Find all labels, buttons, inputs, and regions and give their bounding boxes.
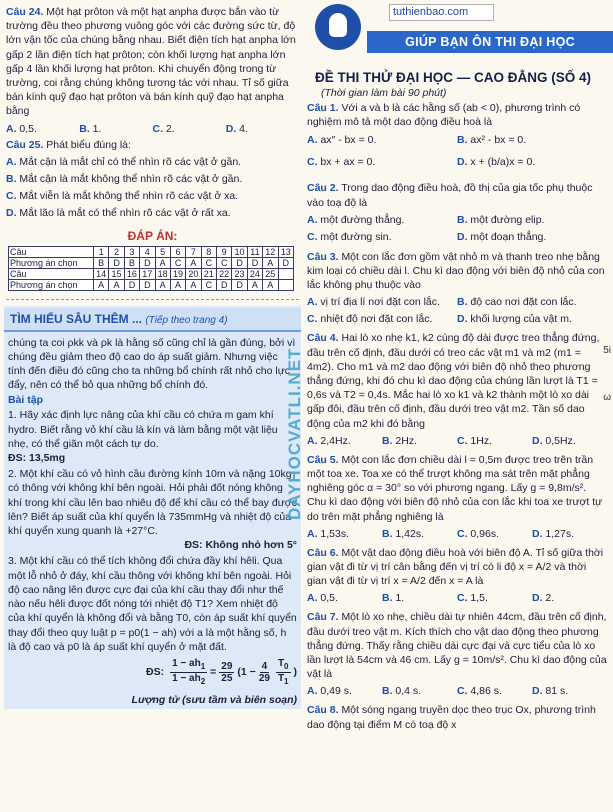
q2-options-cd: C. một đường sin. D. một đoạn thẳng.	[307, 230, 547, 243]
answer-cell: D	[140, 279, 155, 290]
left-column	[6, 4, 299, 709]
q4-options: A. 2,4Hz. B. 2Hz. C. 1Hz. D. 0,5Hz.	[307, 434, 576, 447]
answer-cell: D	[232, 279, 247, 290]
answer-cell: 11	[247, 246, 262, 257]
answer-cell: 16	[124, 268, 139, 279]
answer-cell: D	[140, 257, 155, 268]
answer-cell: A	[247, 279, 262, 290]
answer-cell: C	[217, 257, 232, 268]
exercise-1-answer: ĐS: 13,5mg	[8, 452, 66, 465]
header	[307, 0, 607, 58]
answer-cell: 20	[186, 268, 201, 279]
q24-options: A. 0,5. B. 1. C. 2. D. 4.	[6, 122, 248, 135]
question-25: Câu 25. Phát biểu đúng là:	[6, 138, 131, 151]
exam-title: ĐỀ THI THỬ ĐẠI HỌC — CAO ĐẲNG (SỐ 4)	[315, 70, 591, 85]
answer-cell	[278, 279, 294, 290]
q3-options-ab: A. vị trí địa lí nơi đặt con lắc. B. độ cao nơi đặt con lắc.	[307, 296, 577, 309]
site-link[interactable]: tuthienbao.com	[389, 4, 494, 21]
answer-cell: 12	[263, 246, 278, 257]
edge-text-1: 5i	[603, 345, 611, 356]
exercise-2-answer: ĐS: Không nhỏ hơn 5°	[184, 539, 297, 552]
q6-options: A. 0,5. B. 1. C. 1,5. D. 2.	[307, 592, 555, 605]
q2-options-ab: A. một đường thẳng. B. một đường elip.	[307, 213, 545, 226]
answer-cell: 5	[155, 246, 170, 257]
answer-row	[9, 268, 294, 279]
answer-cell: C	[201, 257, 216, 268]
exercise-2: 2. Một khí cầu có vỏ hình cầu đường kính 10m và nặng 10kg có thông với không khí bên ngoài. Hỏi phải đốt nóng không khí trong khí cầu lên bao nhiêu độ để khí cầu có thể bay được lên? Biết áp suất của khí quyển là 735mmHg và nhiệt độ của khí quyển xung quanh là +27°C.	[8, 468, 297, 538]
answer-cell: D	[217, 279, 232, 290]
answer-row	[9, 279, 294, 290]
answer-cell: B	[124, 257, 139, 268]
answer-cell: 2	[109, 246, 124, 257]
answer-cell: 3	[124, 246, 139, 257]
question-4: Câu 4. Hai lò xo nhẹ k1, k2 cùng độ dài được treo thẳng đứng, đầu trên cố định, đầu dưới có treo các vật m1 và m2 (m1 = 4m2). Cho m1 và m2 dao động với biên độ nhỏ theo phương thẳng đứng, khi đó chu kì dao động của chúng lần lượt là T1 = 0,6s và T2 = 0,4s. Mắc hai lò xo k1 và k2 thành một lò xo dài gấp đôi, đầu trên cố định, đầu dưới treo vật m2. Tần số dao động của m2 khi đó bằng	[307, 332, 600, 430]
answer-cell: D	[124, 279, 139, 290]
answer-cell: 7	[186, 246, 201, 257]
exam-time: (Thời gian làm bài 90 phút)	[321, 87, 447, 99]
divider	[6, 299, 299, 300]
q7-options: A. 0,49 s. B. 0,4 s. C. 4,86 s. D. 81 s.	[307, 685, 569, 698]
edge-text-2: ω	[603, 392, 611, 403]
answer-cell: 4	[140, 246, 155, 257]
answer-row-label: Câu	[9, 246, 94, 257]
question-8: Câu 8. Một sóng ngang truyền dọc theo trục Ox, phương trình dao động tại điểm M có toạ độ x	[307, 704, 596, 731]
question-24: Câu 24. Một hạt prôton và một hạt anpha được bắn vào từ trường đều theo phương vuông góc với các đường sức từ, độ lớn vận tốc của chúng bằng nhau. Biết điện tích hạt anpha lớn gấp 2 lần điện tích hạt prôton; còn khối lượng hạt anpha lớn gấp 4 lần khối lượng hạt prôton. Khi chuyển động trong từ trường, coi rằng chúng không tương tác với nhau. Tỉ số giữa bán kính quỹ đạo hạt prôton và bán kính quỹ đạo hạt anpha bằng	[6, 6, 296, 118]
answer-cell: 9	[217, 246, 232, 257]
deep-intro: chúng ta coi ρkk và ρk là hằng số cũng chỉ là gần đúng, bởi vì chúng đều giảm theo độ cao do áp suất giảm. Nhưng việc tính đến điều đó cũng cho ta những bổ chính rất nhỏ cho lực đẩy, nên có thể bỏ qua những bổ chính đó.	[8, 336, 296, 392]
answer-cell: A	[263, 279, 278, 290]
deep-section	[4, 306, 301, 709]
answer-cell: A	[155, 279, 170, 290]
q1-options-ab: A. ax″ - bx = 0. B. ax² - bx = 0.	[307, 134, 527, 147]
exercise-1: 1. Hãy xác định lực nâng của khí cầu có chứa m gam khí hydro. Biết rằng vỏ khí cầu là kín và làm bằng một vật liệu nhẹ, có thể giãn một cách tự do.	[8, 409, 278, 450]
q25-option-d: D. Mắt lão là mắt có thể nhìn rõ các vật ở rất xa.	[6, 207, 231, 220]
watermark: DAYHOCVATLI.NET	[285, 347, 304, 520]
answer-cell: D	[278, 257, 294, 268]
author-credit: Lượng tử (sưu tầm và biên soạn)	[131, 693, 297, 706]
answer-cell: A	[94, 279, 109, 290]
answer-cell: 21	[201, 268, 216, 279]
answer-cell: B	[94, 257, 109, 268]
answer-cell: D	[247, 257, 262, 268]
answer-cell: 23	[232, 268, 247, 279]
answer-cell: D	[232, 257, 247, 268]
answer-table	[8, 246, 294, 291]
answer-cell: A	[186, 279, 201, 290]
answer-cell	[278, 268, 294, 279]
question-2: Câu 2. Trong dao động điều hoà, đồ thị của gia tốc phụ thuộc vào toạ độ là	[307, 182, 593, 209]
bulb-icon	[329, 13, 347, 37]
question-6: Câu 6. Một vật dao động điều hoà với biên độ A. Tỉ số giữa thời gian vật đi từ vị trí cân bằng đến vị trí có li độ x = A/2 và thời gian vật đi từ vị trí x = A/2 đến x = A là	[307, 546, 604, 588]
answer-row-label: Phương án chọn	[9, 257, 94, 268]
answer-row	[9, 246, 294, 257]
answer-cell: 22	[217, 268, 232, 279]
answer-cell: A	[170, 279, 185, 290]
q5-options: A. 1,53s. B. 1,42s. C. 0,96s. D. 1,27s.	[307, 527, 575, 540]
answer-cell: 13	[278, 246, 294, 257]
answer-row-label: Phương án chọn	[9, 279, 94, 290]
answer-cell: 24	[247, 268, 262, 279]
answer-cell: 18	[155, 268, 170, 279]
answer-cell: 17	[140, 268, 155, 279]
answer-cell: C	[170, 257, 185, 268]
answer-cell: 8	[201, 246, 216, 257]
answer-cell: 25	[263, 268, 278, 279]
question-5: Câu 5. Một con lắc đơn chiều dài l = 0,5m được treo trên trần một toa xe. Toa xe có thể trượt không ma sát trên mặt phẳng nghiêng góc α = 30° so với phương ngang. Lấy g = 9,8m/s². Chu kì dao động với biên độ nhỏ của con lắc khi toa xe trượt tự do trên mặt phẳng nghiêng là	[307, 453, 603, 523]
answer-cell: 1	[94, 246, 109, 257]
answer-row-label: Câu	[9, 268, 94, 279]
question-1: Câu 1. Với a và b là các hằng số (ab < 0), phương trình có nghiệm mô tả một dao động điều hoà là	[307, 102, 581, 129]
q25-option-b: B. Mắt cận là mắt không thể nhìn rõ các vật ở gần.	[6, 173, 243, 186]
answer-cell: A	[155, 257, 170, 268]
exercise-3: 3. Một khí cầu có thể tích không đổi chứa đầy khí hêli. Qua một lỗ nhỏ ở đáy, khí cầu thông với không khí bên ngoài. Hỏi độ cao nâng lên được cực đại của khí cầu thay đổi như thế nào nếu hêli được đốt nóng tới nhiệt độ T1? Xem nhiệt độ của khí quyển là không đổi và bằng T0, còn áp suất khí quyển thay đổi theo quy luật p = p0(1 − ah) với a là một hằng số, h là độ cao và p0 là áp suất khí quyển ở mặt đất.	[8, 555, 297, 653]
answer-cell: 15	[109, 268, 124, 279]
answer-key-title: ĐÁP ÁN:	[127, 228, 178, 243]
answer-cell: A	[109, 279, 124, 290]
banner: GIÚP BẠN ÔN THI ĐẠI HỌC	[367, 31, 613, 53]
answer-cell: D	[109, 257, 124, 268]
question-3: Câu 3. Một con lắc đơn gồm vật nhỏ m và thanh treo nhẹ bằng kim loại có chiều dài l. Chu kì dao động với biên độ nhỏ của con lắc không phụ thuộc vào	[307, 250, 605, 292]
q25-option-a: A. Mắt cận là mắt chỉ có thể nhìn rõ các vật ở gần.	[6, 155, 242, 168]
exercise-3-answer: ĐS: $\frac{1 - ah_1}{1 - ah_2}$ = $\frac{29}{25}$ (1 − $\frac{4}{29}$ $\frac{T_0}{T_1}$ )	[146, 657, 297, 686]
q25-option-c: C. Mắt viễn là mắt không thể nhìn rõ các vật ở xa.	[6, 190, 239, 203]
question-7: Câu 7. Một lò xo nhẹ, chiều dài tự nhiên 44cm, đầu trên cố định, đầu dưới treo vật m. Kích thích cho vật dao động theo phương thẳng đứng. Thấy rằng chiều dài cực đại và cực tiểu của lò xo lần lượt là 54cm và 46 cm. Lấy g = 10m/s². Chu kì dao động của vật là	[307, 611, 607, 681]
answer-cell: A	[186, 257, 201, 268]
right-column	[307, 0, 607, 732]
answer-cell: C	[201, 279, 216, 290]
answer-cell: 6	[170, 246, 185, 257]
exercise-heading: Bài tập	[8, 394, 44, 407]
answer-cell: 19	[170, 268, 185, 279]
q1-options-cd: C. bx + ax = 0. D. x + (b/a)x = 0.	[307, 156, 536, 169]
answer-cell: A	[263, 257, 278, 268]
answer-cell: 10	[232, 246, 247, 257]
answer-cell: 14	[94, 268, 109, 279]
q3-options-cd: C. nhiệt độ nơi đặt con lắc. D. khối lượng của vật m.	[307, 313, 572, 326]
deep-section-title: TÌM HIỂU SÂU THÊM ... (Tiếp theo trang 4)	[4, 308, 301, 332]
answer-row	[9, 257, 294, 268]
